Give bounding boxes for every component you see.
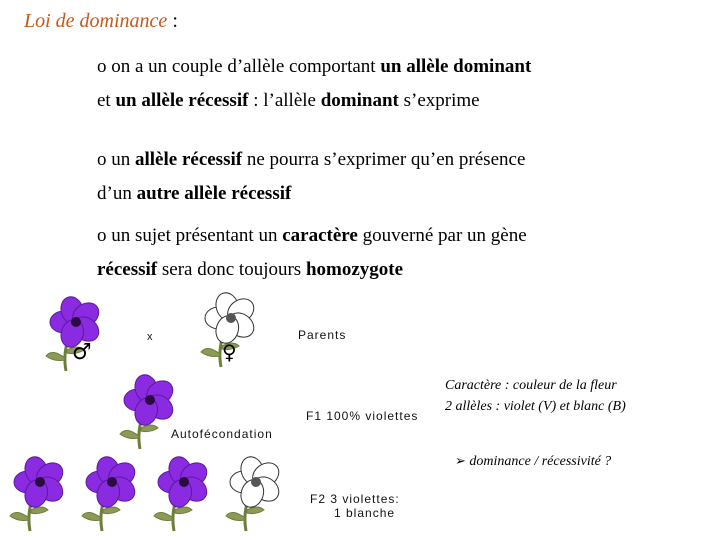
arrow-icon: ➢ xyxy=(455,454,466,469)
leaf xyxy=(31,507,48,514)
violet-flower-f2-2 xyxy=(74,460,144,532)
bold-term: autre allèle récessif xyxy=(136,183,292,204)
selfing-label: Autofécondation xyxy=(171,427,273,441)
leaf xyxy=(103,507,120,514)
leaf xyxy=(120,430,139,438)
text-run: sera donc toujours xyxy=(157,259,306,280)
leaf xyxy=(141,425,158,432)
bold-term: homozygote xyxy=(305,259,404,280)
text-run: gouverné par un gène xyxy=(357,225,527,246)
bullet-marker: o xyxy=(97,225,107,246)
text-run: on a un couple d’allèle comportant xyxy=(111,56,381,77)
white-flower-f2 xyxy=(218,460,288,532)
title-suffix: : xyxy=(167,10,178,32)
bullet-line xyxy=(97,253,527,287)
flower-center xyxy=(145,395,155,405)
bullet-item xyxy=(97,219,527,287)
leaf xyxy=(201,348,220,356)
bullet-item xyxy=(97,143,525,211)
leaf xyxy=(175,507,192,514)
text-run: et xyxy=(97,90,116,111)
flower-center xyxy=(107,477,117,487)
bold-term: allèle récessif xyxy=(135,149,243,170)
bullet-item xyxy=(97,50,531,118)
bullet-line xyxy=(97,143,525,177)
note-line-2: 2 allèles : violet (V) et blanc (B) xyxy=(445,399,626,414)
bullet-line xyxy=(97,50,531,84)
flower-center xyxy=(35,477,45,487)
text-run: s’exprime xyxy=(398,90,480,111)
text-run: ne pourra s’exprimer qu’en présence xyxy=(242,149,526,170)
leaf xyxy=(46,352,65,360)
parents-label: Parents xyxy=(298,328,347,342)
leaf xyxy=(226,512,245,520)
flower-center xyxy=(179,477,189,487)
violet-flower-f2-3 xyxy=(146,460,216,532)
slide-title xyxy=(24,10,178,33)
f2-label-line2: 1 blanche xyxy=(334,506,396,520)
female-symbol: ♀ xyxy=(222,340,237,364)
flower-center xyxy=(251,477,261,487)
flower-center xyxy=(226,313,236,323)
leaf xyxy=(154,512,173,520)
f1-label: F1 100% violettes xyxy=(306,409,419,423)
text-run: d’un xyxy=(97,183,137,204)
bold-term: caractère xyxy=(282,225,358,246)
bullet-marker: o xyxy=(97,56,107,77)
bullet-line xyxy=(97,177,525,211)
bold-term: un allèle récessif xyxy=(115,90,249,111)
f2-label-line1: F2 3 violettes: xyxy=(310,492,400,506)
flower-center xyxy=(71,317,81,327)
bullet-line xyxy=(97,219,527,253)
question-text: dominance / récessivité ? xyxy=(469,454,612,469)
violet-flower-f2-1 xyxy=(2,460,72,532)
leaf xyxy=(247,507,264,514)
cross-symbol: x xyxy=(147,331,154,343)
bullet-marker: o xyxy=(97,149,107,170)
leaf xyxy=(10,512,29,520)
text-run: un xyxy=(111,149,135,170)
bold-term: récessif xyxy=(97,259,158,280)
text-run: : l’allèle xyxy=(248,90,321,111)
text-run: un sujet présentant un xyxy=(111,225,283,246)
male-symbol: ♂ xyxy=(72,340,92,365)
bullet-line xyxy=(97,84,531,118)
leaf xyxy=(82,512,101,520)
bold-term: un allèle dominant xyxy=(380,56,532,77)
note-line-1: Caractère : couleur de la fleur xyxy=(445,378,617,393)
title-text: Loi de dominance xyxy=(24,10,168,32)
bold-term: dominant xyxy=(320,90,399,111)
question-line xyxy=(455,454,611,470)
